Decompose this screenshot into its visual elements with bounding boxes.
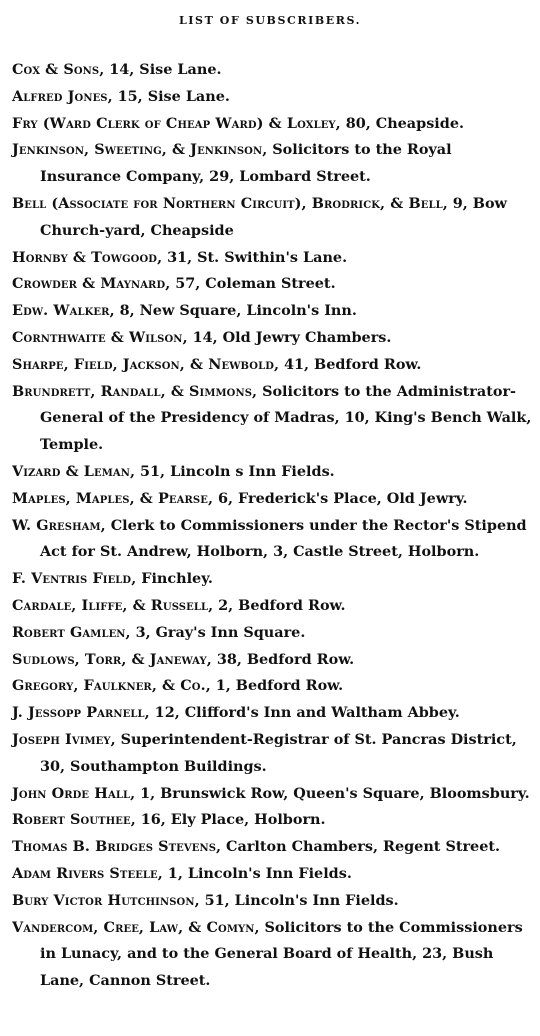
subscriber-name: Jenkinson, Sweeting, & Jenkinson (12, 141, 263, 159)
subscriber-entry (12, 593, 534, 620)
subscriber-entry (12, 807, 534, 834)
subscriber-name: Robert Southee (12, 811, 131, 829)
subscriber-address: , Solicitors to the Commissioners in Lunacy, and to the General Board of Health, 23, Bush Lane, Cannon Street. (40, 918, 523, 990)
subscriber-address: , 1, Brunswick Row, Queen's Square, Bloomsbury. (130, 784, 530, 802)
subscriber-entry (12, 111, 534, 138)
subscriber-name: Vizard & Leman (12, 462, 131, 480)
subscriber-entry (12, 566, 534, 593)
subscriber-entry (12, 834, 534, 861)
subscriber-entry (12, 673, 534, 700)
subscriber-address: , Finchley. (131, 570, 213, 588)
subscriber-address: , Clerk to Commissioners under the Rector's Stipend Act for St. Andrew, Holborn, 3, Castle Street, Holborn. (40, 516, 527, 561)
subscriber-name: F. Ventris Field (12, 570, 132, 588)
subscriber-name: Alfred Jones (12, 87, 108, 105)
subscriber-name: Cox & Sons (12, 61, 100, 78)
subscriber-entry (12, 298, 534, 325)
subscriber-name: Bell (Associate for Northern Circuit), Brodrick, & Bell (12, 194, 443, 212)
subscriber-entry (12, 700, 534, 727)
subscriber-address: , Solicitors to the Royal Insurance Company, 29, Lombard Street. (40, 141, 452, 186)
subscriber-entry (12, 459, 534, 486)
subscriber-address: , 41, Bedford Row. (273, 355, 422, 373)
subscriber-name: John Orde Hall (12, 784, 131, 802)
subscriber-address: , 80, Cheapside. (335, 114, 464, 132)
subscriber-entry (12, 727, 534, 781)
subscriber-address: , Solicitors to the Administrator-General of the Presidency of Madras, 10, King's Bench Walk, Temple. (40, 382, 532, 454)
subscriber-address: , Superintendent-Registrar of St. Pancras District, 30, Southampton Buildings. (40, 730, 517, 775)
subscriber-address: , 6, Frederick's Place, Old Jewry. (207, 489, 468, 507)
subscriber-name: Joseph Ivimey (12, 730, 111, 748)
subscriber-address: , 1, Lincoln's Inn Fields. (157, 864, 352, 882)
subscriber-address: , 2, Bedford Row. (208, 596, 346, 614)
subscriber-address: , 16, Ely Place, Holborn. (130, 811, 326, 829)
subscriber-address: , 15, Sise Lane. (107, 87, 230, 105)
subscriber-entry (12, 620, 534, 647)
subscriber-entry (12, 513, 534, 567)
subscriber-name: Hornby & Towgood (12, 248, 158, 266)
subscriber-name: Sharpe, Field, Jackson, & Newbold (12, 355, 274, 373)
subscriber-name: Bury Victor Hutchinson (12, 891, 195, 909)
subscriber-address: , 31, St. Swithin's Lane. (157, 248, 348, 266)
subscriber-address: , 1, Bedford Row. (205, 677, 344, 695)
subscriber-entry (12, 271, 534, 298)
subscriber-entry (12, 861, 534, 888)
subscriber-entry (12, 888, 534, 915)
subscriber-address: , 3, Gray's Inn Square. (125, 623, 306, 641)
subscriber-entry (12, 191, 534, 245)
subscriber-address: , Carlton Chambers, Regent Street. (216, 838, 501, 856)
subscriber-entry (12, 647, 534, 674)
subscriber-address: , 14, Old Jewry Chambers. (182, 328, 392, 346)
subscriber-name: Robert Gamlen (12, 623, 126, 641)
subscriber-name: W. Gresham (12, 516, 101, 534)
subscriber-name: Sudlows, Torr, & Janeway (12, 650, 207, 668)
subscriber-name: Adam Rivers Steele (12, 864, 158, 882)
subscriber-address: , 51, Lincoln's Inn Fields. (194, 891, 399, 909)
subscriber-address: , 8, New Square, Lincoln's Inn. (109, 302, 357, 320)
subscriber-name: Brundrett, Randall, & Simmons (12, 382, 253, 400)
subscriber-entry (12, 486, 534, 513)
subscriber-name: Edw. Walker (12, 302, 110, 320)
subscriber-name: Vandercom, Cree, Law, & Comyn (12, 918, 255, 936)
subscriber-entry (12, 352, 534, 379)
page-title: LIST OF SUBSCRIBERS. (178, 14, 362, 27)
subscriber-name: Gregory, Faulkner, & Co. (12, 677, 206, 695)
subscriber-entry (12, 57, 534, 84)
subscriber-address: , 14, Sise Lane. (99, 61, 222, 78)
subscriber-name: Crowder & Maynard (12, 275, 166, 293)
subscriber-address: , 51, Lincoln s Inn Fields. (130, 462, 335, 480)
subscriber-address: , 12, Clifford's Inn and Waltham Abbey. (144, 704, 460, 722)
subscriber-name: Cornthwaite & Wilson (12, 328, 183, 346)
subscriber-entry (12, 379, 534, 459)
subscriber-address: , 9, Bow Church-yard, Cheapside (40, 194, 507, 239)
subscriber-entry (12, 137, 534, 191)
subscriber-entry (12, 84, 534, 111)
subscriber-address: , 38, Bedford Row. (206, 650, 355, 668)
subscriber-name: Maples, Maples, & Pearse (12, 489, 208, 507)
subscriber-entry (12, 245, 534, 272)
subscriber-list (12, 57, 534, 995)
subscriber-entry (12, 325, 534, 352)
subscriber-name: Cardale, Iliffe, & Russell (12, 596, 209, 614)
subscriber-name: Thomas B. Bridges Stevens (12, 838, 217, 856)
subscriber-name: Fry (Ward Clerk of Cheap Ward) & Loxley (12, 114, 336, 132)
subscriber-entry (12, 915, 534, 995)
subscriber-entry (12, 781, 534, 808)
subscriber-address: , 57, Coleman Street. (165, 275, 336, 293)
subscriber-name: J. Jessopp Parnell (12, 704, 145, 722)
